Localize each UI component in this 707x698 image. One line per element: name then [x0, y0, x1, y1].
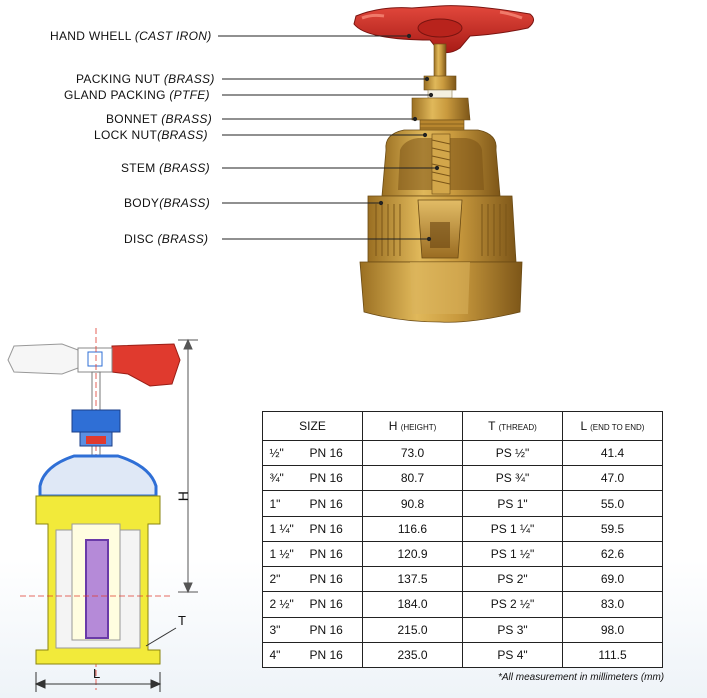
table-row: 2" PN 16 137.5 PS 2" 69.0: [263, 567, 663, 592]
label-packing-nut: PACKING NUT (BRASS): [76, 72, 215, 86]
diagram-handwheel: [8, 344, 180, 386]
label-lock-nut: LOCK NUT(BRASS): [94, 128, 208, 142]
part-labels: [0, 0, 707, 330]
label-disc: DISC (BRASS): [124, 232, 209, 246]
table-header-row: [263, 412, 663, 441]
height-label: H: [175, 490, 192, 502]
label-bonnet: BONNET (BRASS): [106, 112, 213, 126]
table-row: 4" PN 16 235.0 PS 4" 111.5: [263, 642, 663, 667]
header-length: L (END TO END): [563, 412, 663, 441]
thread-label: T: [178, 613, 187, 628]
measurement-note: *All measurement in millimeters (mm): [498, 672, 665, 683]
dimension-table: [262, 411, 663, 668]
label-hand-wheel: HAND WHELL (CAST IRON): [50, 29, 212, 43]
table-row: 1 ½" PN 16 120.9 PS 1 ½" 62.6: [263, 541, 663, 566]
table-row: ¾" PN 16 80.7 PS ¾" 47.0: [263, 466, 663, 491]
table-row: 2 ½" PN 16 184.0 PS 2 ½" 83.0: [263, 592, 663, 617]
diagram-bonnet: [40, 456, 156, 496]
table-row: ½" PN 16 73.0 PS ½" 41.4: [263, 441, 663, 466]
label-body: BODY(BRASS): [124, 196, 210, 210]
length-label: L: [93, 666, 101, 681]
header-size: SIZE: [263, 412, 363, 441]
table-row: 1 ¼" PN 16 116.6 PS 1 ¼" 59.5: [263, 516, 663, 541]
table-row: 1" PN 16 90.8 PS 1" 55.0: [263, 491, 663, 516]
table-row: 3" PN 16 215.0 PS 3" 98.0: [263, 617, 663, 642]
diagram-packing-nut: [72, 410, 120, 446]
header-thread: T (THREAD): [463, 412, 563, 441]
label-stem: STEM (BRASS): [121, 161, 210, 175]
label-gland-packing: GLAND PACKING (PTFE): [64, 88, 210, 102]
header-height: H (HEIGHT): [363, 412, 463, 441]
height-dimension: [178, 340, 198, 592]
